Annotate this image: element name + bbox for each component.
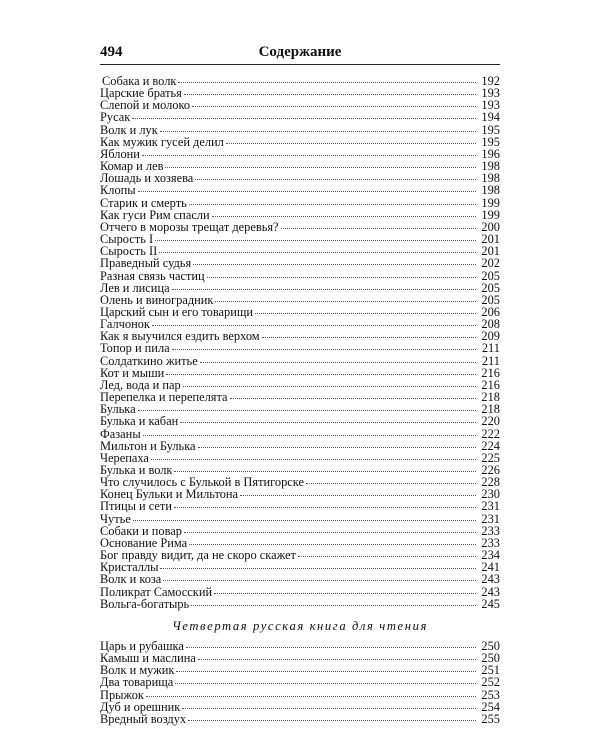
- dot-leader: [188, 710, 476, 721]
- toc-entry-page: 243: [481, 572, 500, 587]
- toc-entry-page: 199: [481, 195, 500, 210]
- toc-entry-title: Слепой и молоко: [100, 98, 191, 113]
- dot-leader: [182, 698, 476, 709]
- toc-entry-title: Яблони: [100, 146, 140, 161]
- toc-entry-page: 251: [481, 663, 500, 678]
- toc-entry-title: Праведный судья: [100, 256, 192, 271]
- toc-entry-title: Кристаллы: [100, 560, 159, 575]
- toc-entry-title: Русак: [100, 110, 131, 125]
- toc-entry-page: 231: [481, 499, 500, 514]
- toc-entry-page: 218: [481, 402, 500, 417]
- toc-entry-page: 226: [481, 463, 500, 477]
- toc-entry-title: Лошадь и хозяева: [100, 171, 194, 186]
- dot-leader: [138, 181, 476, 192]
- toc-entry-title: Сырость II: [100, 244, 158, 259]
- toc-entry-title: Булька и волк: [100, 463, 173, 477]
- toc-entry-page: 255: [481, 711, 500, 726]
- toc-entry-title: Как гуси Рим спасли: [100, 207, 210, 222]
- toc-entry-page: 243: [481, 584, 500, 599]
- dot-leader: [160, 121, 476, 132]
- dot-leader: [255, 303, 476, 314]
- toc-entry-page: 206: [481, 304, 500, 319]
- toc-entry-page: 241: [481, 560, 500, 575]
- table-of-contents: [100, 74, 500, 724]
- dot-leader: [152, 315, 476, 326]
- toc-entry-page: 254: [481, 699, 500, 714]
- toc-entry-page: 211: [481, 353, 500, 368]
- toc-entry-page: 230: [481, 487, 500, 502]
- toc-entry-page: 205: [481, 268, 500, 283]
- toc-entry-title: Солдаткино житье: [100, 353, 198, 368]
- toc-entry-title: Царь и рубашка: [100, 638, 184, 653]
- dot-leader: [142, 145, 476, 156]
- toc-entry-page: 199: [481, 207, 500, 222]
- toc-entry-title: Прыжок: [100, 687, 144, 702]
- dot-leader: [132, 108, 476, 119]
- toc-entry-title: Царские братья: [100, 86, 182, 101]
- dot-leader: [207, 267, 476, 278]
- dot-leader: [198, 649, 476, 660]
- toc-entry-title: Основание Рима: [100, 535, 188, 550]
- toc-entry-page: 198: [481, 183, 500, 198]
- page-header: [100, 40, 500, 65]
- toc-entry-page: 216: [481, 365, 500, 380]
- toc-entry-page: 198: [481, 171, 500, 186]
- dot-leader: [191, 595, 476, 606]
- toc-entry-page: 198: [481, 159, 500, 174]
- dot-leader: [174, 497, 476, 508]
- toc-entry-page: 250: [481, 638, 500, 653]
- toc-entry-page: 231: [481, 511, 500, 526]
- toc-entry-title: Собака и волк: [102, 74, 177, 88]
- toc-entry-page: 218: [481, 390, 500, 405]
- toc-entry-title: Как я выучился ездить верхом: [100, 329, 260, 344]
- toc-entry-title: Старик и смерть: [100, 195, 187, 210]
- dot-leader: [281, 218, 476, 229]
- dot-leader: [174, 461, 476, 472]
- toc-entry-title: Комар и лев: [100, 159, 164, 174]
- toc-entry: [100, 597, 500, 609]
- toc-entry-title: Что случилось с Булькой в Пятигорске: [100, 475, 304, 490]
- toc-entry-title: Чутье: [100, 511, 131, 526]
- toc-entry-title: Птицы и сети: [100, 499, 172, 514]
- toc-entry-page: 253: [481, 687, 500, 702]
- dot-leader: [195, 169, 476, 180]
- dot-leader: [230, 388, 476, 399]
- toc-entry-title: Конец Бульки и Мильтона: [100, 487, 239, 502]
- toc-entry-page: 211: [481, 341, 500, 356]
- toc-entry-title: Фазаны: [100, 426, 141, 441]
- toc-entry-title: Царский сын и его товарищи: [100, 304, 254, 319]
- dot-leader: [184, 84, 476, 95]
- toc-entry-page: 228: [481, 475, 500, 490]
- toc-entry-title: Кот и мыши: [100, 365, 165, 380]
- toc-entry-title: Лев и лисица: [100, 280, 170, 295]
- dot-leader: [262, 327, 476, 338]
- toc-entry-page: 209: [481, 329, 500, 344]
- toc-entry-page: 245: [481, 596, 500, 611]
- toc-entry-page: 216: [481, 377, 500, 392]
- dot-leader: [175, 673, 476, 684]
- dot-leader: [215, 291, 476, 302]
- toc-entry-title: Булька: [100, 402, 136, 417]
- toc-entry: [100, 712, 500, 724]
- dot-leader: [193, 254, 476, 265]
- toc-entry-title: Бог правду видит, да не скоро скажет: [100, 548, 296, 563]
- toc-entry-title: Перепелка и перепелята: [100, 390, 228, 405]
- toc-entry-page: 194: [481, 110, 500, 125]
- dot-leader: [200, 352, 476, 363]
- toc-entry-page: 195: [481, 134, 500, 149]
- toc-entry-title: Как мужик гусей делил: [100, 134, 224, 149]
- toc-entry-title: Камыш и маслина: [100, 651, 196, 666]
- dot-leader: [163, 570, 476, 581]
- toc-entry-title: Вредный воздух: [100, 711, 187, 726]
- toc-entry-title: Волк и лук: [100, 122, 158, 137]
- toc-entry-page: 233: [481, 535, 500, 550]
- toc-entry-page: 224: [481, 438, 500, 453]
- toc-entry-page: 196: [481, 146, 500, 161]
- dot-leader: [133, 510, 476, 521]
- toc-entry-page: 208: [481, 317, 500, 332]
- dot-leader: [183, 376, 476, 387]
- dot-leader: [189, 534, 476, 545]
- toc-entry-title: Клопы: [100, 183, 136, 198]
- toc-entry-page: 201: [481, 244, 500, 259]
- toc-entry-page: 193: [481, 86, 500, 101]
- dot-leader: [146, 686, 476, 697]
- toc-section-2: [100, 639, 500, 724]
- toc-entry-title: Булька и кабан: [100, 414, 179, 429]
- toc-entry-page: 195: [481, 122, 500, 137]
- toc-entry-title: Сырость I: [100, 232, 154, 247]
- toc-entry-title: Лед, вода и пар: [100, 377, 181, 392]
- toc-entry-title: Отчего в морозы трещат деревья?: [100, 219, 279, 234]
- toc-entry-page: 201: [481, 232, 500, 247]
- dot-leader: [143, 425, 476, 436]
- dot-leader: [298, 546, 476, 557]
- dot-leader: [189, 194, 476, 205]
- dot-leader: [212, 206, 476, 217]
- page-number: 494: [100, 44, 123, 60]
- dot-leader: [166, 364, 476, 375]
- toc-entry-title: Поликрат Самосский: [100, 584, 213, 599]
- dot-leader: [160, 558, 476, 569]
- dot-leader: [226, 133, 476, 144]
- toc-entry-title: Вольга-богатырь: [100, 596, 190, 611]
- dot-leader: [180, 412, 476, 423]
- toc-entry-page: 252: [481, 675, 500, 690]
- toc-entry-page: 222: [481, 426, 500, 441]
- toc-entry-page: 205: [481, 280, 500, 295]
- dot-leader: [214, 583, 476, 594]
- toc-entry-title: Разная связь частиц: [100, 268, 205, 283]
- toc-entry-page: 205: [481, 292, 500, 307]
- toc-entry-title: Олень и виноградник: [100, 292, 214, 307]
- dot-leader: [198, 437, 476, 448]
- toc-entry-page: 250: [481, 651, 500, 666]
- toc-entry-title: Мильтон и Булька: [100, 438, 196, 453]
- toc-entry-page: 233: [481, 523, 500, 538]
- toc-entry-title: Собаки и повар: [100, 523, 182, 538]
- toc-entry-title: Черепаха: [100, 450, 149, 465]
- toc-entry-page: 234: [481, 548, 500, 563]
- page-title: Содержание: [258, 44, 342, 60]
- dot-leader: [240, 485, 476, 496]
- toc-entry-title: Галчонок: [100, 317, 150, 332]
- toc-entry-page: 192: [481, 74, 500, 88]
- toc-entry-title: Волк и мужик: [100, 663, 175, 678]
- dot-leader: [184, 522, 476, 533]
- toc-entry-title: Два товарища: [100, 675, 174, 690]
- dot-leader: [192, 96, 476, 107]
- section-heading: Четвертая русская книга для чтения: [172, 618, 428, 633]
- toc-section-1: [100, 74, 500, 609]
- dot-leader: [151, 449, 476, 460]
- dot-leader: [155, 230, 476, 241]
- dot-leader: [165, 157, 476, 168]
- dot-leader: [138, 400, 476, 411]
- toc-entry-page: 202: [481, 256, 500, 271]
- dot-leader: [186, 637, 476, 648]
- toc-entry-page: 200: [481, 219, 500, 234]
- toc-entry-title: Дуб и орешник: [100, 699, 181, 714]
- dot-leader: [172, 339, 476, 350]
- dot-leader: [172, 279, 476, 290]
- toc-entry-title: Топор и пила: [100, 341, 170, 356]
- toc-entry-page: 225: [481, 450, 500, 465]
- toc-entry-page: 220: [481, 414, 500, 429]
- dot-leader: [306, 473, 476, 484]
- dot-leader: [176, 661, 476, 672]
- dot-leader: [178, 72, 476, 83]
- toc-entry-title: Волк и коза: [100, 572, 162, 587]
- toc-entry-page: 193: [481, 98, 500, 113]
- dot-leader: [159, 242, 476, 253]
